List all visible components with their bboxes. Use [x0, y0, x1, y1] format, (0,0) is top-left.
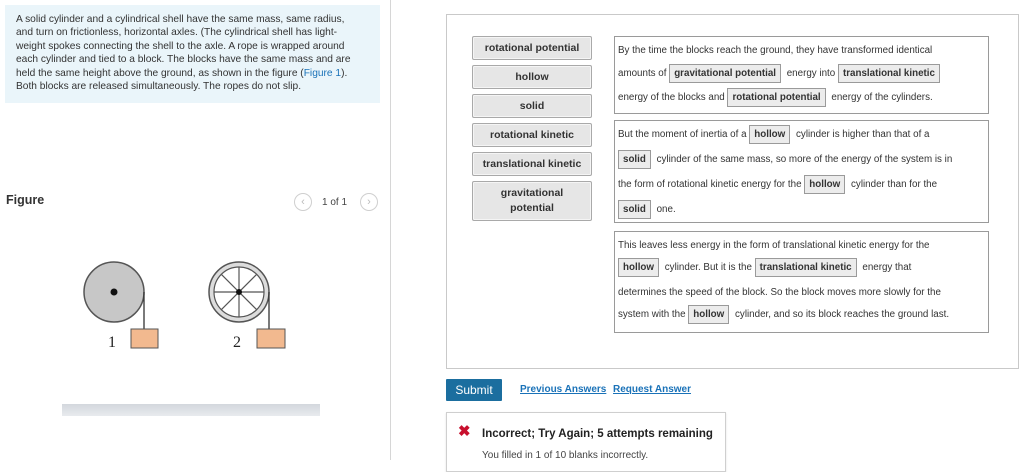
sentence-box-1: [614, 36, 989, 114]
previous-figure-button[interactable]: [294, 193, 312, 211]
answer-blank[interactable]: translational kinetic: [755, 258, 857, 277]
word-bank-item[interactable]: solid: [472, 94, 592, 118]
answer-blank[interactable]: hollow: [804, 175, 845, 194]
word-bank-item[interactable]: gravitational potential: [472, 181, 592, 221]
axle-dot: [236, 289, 242, 295]
sentence-text: determines the speed of the block. So the block moves more slowly for the: [618, 287, 941, 298]
axle-dot: [111, 289, 118, 296]
submit-button[interactable]: Submit: [446, 379, 502, 401]
request-answer-link[interactable]: Request Answer: [613, 384, 691, 395]
chevron-right-icon: ›: [367, 195, 371, 208]
answer-blank[interactable]: translational kinetic: [838, 64, 940, 83]
answer-blank[interactable]: hollow: [618, 258, 659, 277]
word-bank-item[interactable]: rotational potential: [472, 36, 592, 60]
word-bank-item[interactable]: translational kinetic: [472, 152, 592, 176]
sentence-box-2: [614, 120, 989, 223]
problem-statement: [5, 5, 380, 103]
answer-blank[interactable]: solid: [618, 200, 651, 219]
answer-blank[interactable]: gravitational potential: [669, 64, 781, 83]
answer-blank[interactable]: rotational potential: [727, 88, 825, 107]
answer-blank[interactable]: hollow: [749, 125, 790, 144]
left-pane: [0, 0, 390, 460]
block-1: [131, 329, 158, 348]
figure-scrollbar[interactable]: [62, 404, 320, 416]
figure-link[interactable]: Figure 1: [303, 67, 342, 79]
sentence-line: But the moment of inertia of a hollow cylinder is higher than that of a: [618, 125, 929, 144]
problem-line: weight spokes connecting the shell to the axle. A rope is wrapped around: [16, 40, 345, 52]
previous-answers-link[interactable]: Previous Answers: [520, 384, 607, 395]
answer-blank[interactable]: hollow: [688, 305, 729, 324]
answer-blank[interactable]: solid: [618, 150, 651, 169]
chevron-left-icon: ‹: [301, 195, 305, 208]
feedback-detail: You filled in 1 of 10 blanks incorrectly.: [482, 450, 649, 461]
x-icon: ✖: [458, 423, 471, 440]
sentence-line: hollow cylinder. But it is the translational kinetic energy that: [618, 258, 911, 277]
block-2: [257, 329, 285, 348]
sentence-line: system with the hollow cylinder, and so its block reaches the ground last.: [618, 305, 949, 324]
sentence-text: By the time the blocks reach the ground, they have transformed identical: [618, 45, 933, 56]
sentence-line: solid cylinder of the same mass, so more of the energy of the system is in: [618, 150, 952, 169]
label-2: 2: [233, 334, 241, 351]
sentence-line: solid one.: [618, 200, 676, 219]
sentence-box-3: [614, 231, 989, 333]
sentence-line: energy of the blocks and rotational potential energy of the cylinders.: [618, 88, 933, 107]
word-bank-item[interactable]: hollow: [472, 65, 592, 89]
sentence-line: amounts of gravitational potential energy into translational kinetic: [618, 64, 943, 83]
sentence-line: the form of rotational kinetic energy for the hollow cylinder than for the: [618, 175, 937, 194]
cylinders-figure: [75, 255, 305, 360]
sentence-text: This leaves less energy in the form of translational kinetic energy for the: [618, 240, 930, 251]
next-figure-button[interactable]: [360, 193, 378, 211]
problem-line: A solid cylinder and a cylindrical shell have the same mass, same radius,: [16, 14, 345, 25]
label-1: 1: [108, 334, 116, 351]
problem-line: held the same height above the ground, as shown in the figure (Figure 1).: [16, 67, 348, 79]
figure-page-indicator: 1 of 1: [322, 197, 348, 208]
figure-title: Figure: [6, 193, 45, 207]
problem-line: and turn on frictionless, horizontal axles. (The cylindrical shell has light-: [16, 27, 338, 39]
problem-line: Both blocks are released simultaneously. The ropes do not slip.: [16, 81, 302, 93]
feedback-box: [446, 412, 726, 472]
word-bank-item[interactable]: rotational kinetic: [472, 123, 592, 147]
pane-divider: [390, 0, 391, 460]
feedback-title: Incorrect; Try Again; 5 attempts remaining: [482, 428, 713, 440]
problem-line: each cylinder and tied to a block. The blocks have the same mass and are: [16, 54, 351, 66]
